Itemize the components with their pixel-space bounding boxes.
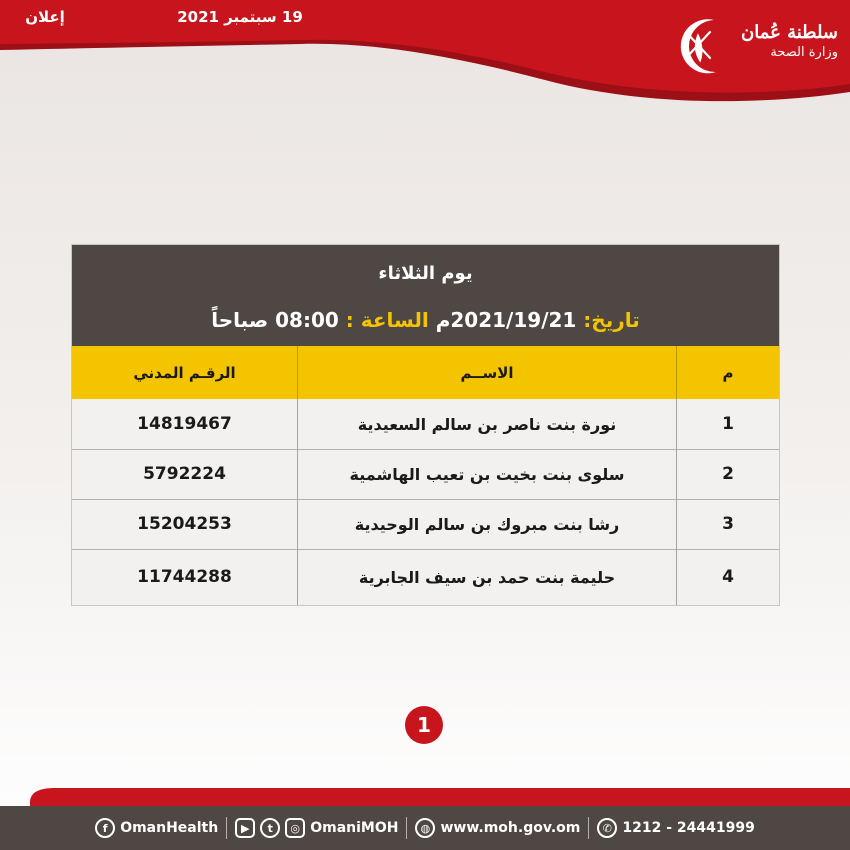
column-header-civil-id: الرقـم المدني (133, 363, 236, 382)
youtube-icon: ▶ (235, 818, 255, 838)
date-label: تاريخ: (583, 308, 640, 332)
phone-number: 1212 - 24441999 (622, 820, 755, 836)
org-line-1: سلطنة عُمان (740, 22, 838, 43)
table-row (72, 549, 779, 605)
civil-id-cell: 15204253 (137, 514, 232, 534)
civil-id-cell: 14819467 (137, 414, 232, 434)
website-link[interactable] (415, 818, 580, 838)
divider (406, 817, 407, 839)
name-cell: سلوى بنت بخيت بن تعيب الهاشمية (297, 449, 677, 499)
org-line-2: وزارة الصحة (770, 45, 838, 60)
globe-icon: ◍ (415, 818, 435, 838)
date-value: 2021/19/21م (435, 308, 577, 332)
day-title: يوم الثلاثاء (378, 263, 473, 284)
divider (588, 817, 589, 839)
table-body (72, 399, 779, 605)
divider (226, 817, 227, 839)
index-cell: 2 (722, 464, 734, 484)
index-cell: 1 (722, 414, 734, 434)
date-time-line (72, 308, 779, 332)
announcement-card (71, 244, 780, 606)
table-row (72, 399, 779, 450)
ministry-name (728, 22, 838, 61)
name-cell: رشا بنت مبروك بن سالم الوحيدية (297, 499, 677, 549)
phone-icon: ✆ (597, 818, 617, 838)
facebook-link[interactable] (95, 818, 218, 838)
social-handle: OmaniMOH (310, 820, 399, 836)
name-cell: حليمة بنت حمد بن سيف الجابرية (297, 549, 677, 605)
phone-link[interactable] (597, 818, 754, 838)
civil-id-cell: 11744288 (137, 567, 232, 587)
facebook-icon: f (95, 818, 115, 838)
table-row (72, 449, 779, 500)
time-value: 08:00 صباحاً (211, 308, 339, 332)
civil-id-cell: 5792224 (143, 464, 226, 484)
table-row (72, 499, 779, 550)
instagram-icon: ◎ (285, 818, 305, 838)
time-label: الساعة : (345, 308, 429, 332)
oman-khanjar-emblem-icon (670, 14, 730, 78)
column-header-name: الاســم (297, 346, 677, 399)
page-number-badge: 1 (405, 706, 443, 744)
social-links[interactable] (235, 818, 398, 838)
facebook-handle: OmanHealth (120, 820, 219, 836)
index-cell: 4 (722, 567, 734, 587)
column-header-index: م (722, 363, 734, 382)
header-date: 19 سبتمبر 2021 (177, 8, 303, 26)
card-header (72, 245, 779, 346)
twitter-icon: t (260, 818, 280, 838)
name-cell: نورة بنت ناصر بن سالم السعيدية (297, 399, 677, 449)
website-url: www.moh.gov.om (440, 820, 581, 836)
notice-label: إعلان (25, 8, 65, 26)
table-header (72, 346, 779, 399)
index-cell: 3 (722, 514, 734, 534)
footer-contacts (0, 806, 850, 850)
